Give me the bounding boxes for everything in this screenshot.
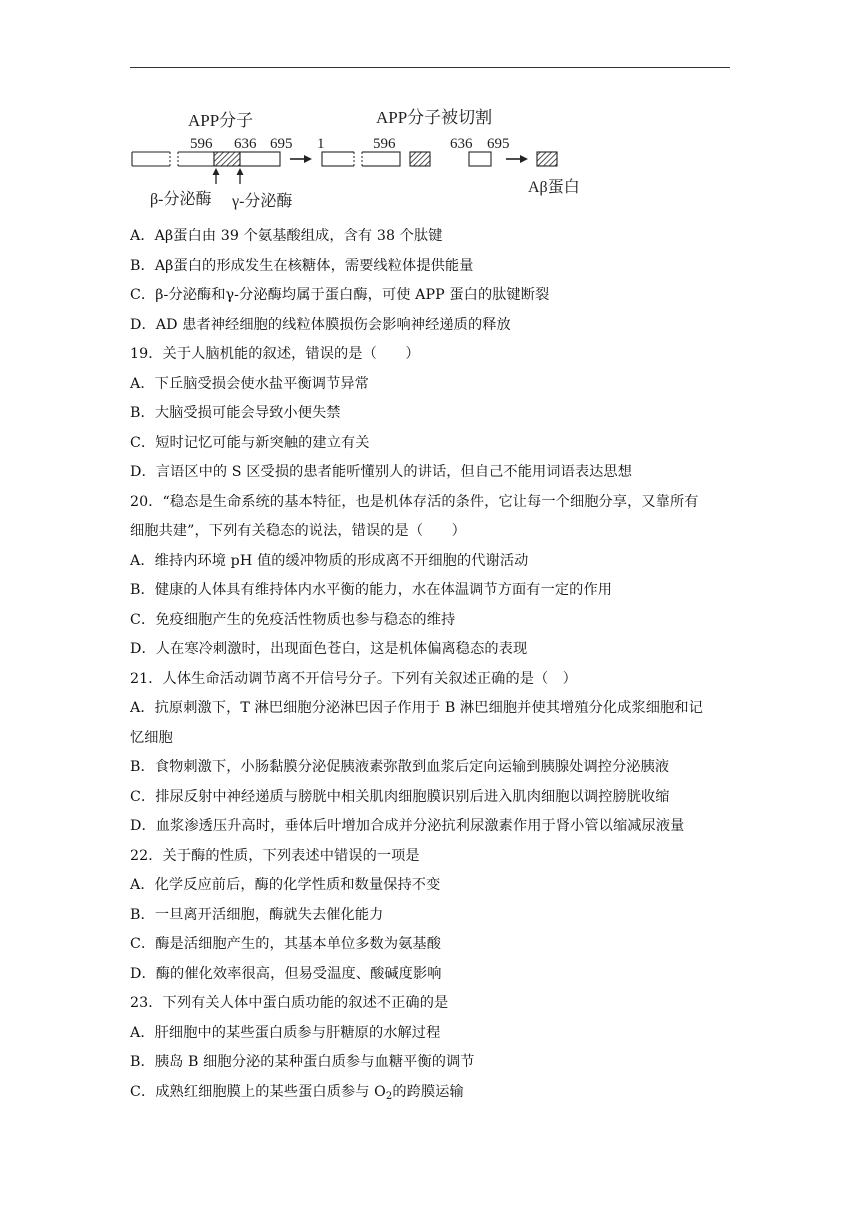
q21-option-c: C．排尿反射中神经递质与膀胱中相关肌肉细胞膜识别后进入肌肉细胞以调控膀胱收缩: [130, 788, 670, 805]
beta-secretase-label: β-分泌酶: [150, 191, 212, 208]
q21-option-a-line2: 忆细胞: [130, 729, 173, 746]
q22-option-c: C．酶是活细胞产生的，其基本单位多数为氨基酸: [130, 936, 441, 952]
up-arrow-icon: [237, 168, 244, 184]
q22-option-a: A．化学反应前后，酶的化学性质和数量保持不变: [130, 877, 441, 893]
pos-695-cut-label: 695: [487, 136, 510, 152]
q23-option-c-pre: C．成熟红细胞膜上的某些蛋白质参与 O: [130, 1083, 386, 1100]
pos-596-label: 596: [190, 136, 213, 152]
q18-option-b: B．Aβ蛋白的形成发生在核糖体，需要线粒体提供能量: [130, 257, 474, 274]
q19-option-d: D．言语区中的 S 区受损的患者能听懂别人的讲话，但自己不能用词语表达思想: [130, 464, 633, 480]
q19-option-c: C．短时记忆可能与新突触的建立有关: [130, 434, 370, 451]
q18-option-c: C．β-分泌酶和γ-分泌酶均属于蛋白酶，可使 APP 蛋白的肽键断裂: [130, 287, 550, 303]
q19-option-a: A．下丘脑受损会使水盐平衡调节异常: [130, 375, 369, 392]
q22-option-b: B．一旦离开活细胞，酶就失去催化能力: [130, 906, 384, 923]
q22-option-d: D．酶的催化效率很高，但易受温度、酸碱度影响: [130, 965, 442, 982]
q21-option-d: D．血浆渗透压升高时，垂体后叶增加合成并分泌抗利尿激素作用于肾小管以缩减尿液量: [130, 818, 685, 834]
q20-stem-line2: 细胞共建”，下列有关稳态的说法，错误的是（ ）: [130, 523, 466, 539]
q20-stem-line1: 20．“稳态是生命系统的基本特征，也是机体存活的条件，它让每一个细胞分享，又靠所有: [130, 493, 699, 510]
q19-stem: 19．关于人脑机能的叙述，错误的是（ ）: [130, 346, 420, 362]
fragment-1-596: [322, 150, 400, 168]
q23-stem: 23．下列有关人体中蛋白质功能的叙述不正确的是: [130, 995, 449, 1011]
q19-option-b: B．大脑受损可能会导致小便失禁: [130, 405, 341, 421]
q20-option-a: A．维持内环境 pH 值的缓冲物质的形成离不开细胞的代谢活动: [130, 552, 529, 569]
q23-option-c: [130, 1078, 740, 1108]
q18-option-d: D．AD 患者神经细胞的线粒体膜损伤会影响神经递质的释放: [130, 316, 511, 333]
abeta-protein-label: Aβ蛋白: [528, 179, 580, 196]
q23-option-c-post: 的跨膜运输: [392, 1083, 464, 1100]
app-cleavage-diagram: [128, 100, 598, 210]
pos-636-cut-label: 636: [450, 136, 473, 152]
question-text: [130, 222, 740, 1107]
arrow-icon: [290, 155, 312, 163]
pos-596-cut-label: 596: [373, 136, 396, 152]
pos-636-label: 636: [234, 136, 257, 152]
pos-695-label: 695: [270, 136, 293, 152]
q18-option-a: A．Aβ蛋白由 39 个氨基酸组成，含有 38 个肽键: [130, 228, 443, 244]
gamma-secretase-label: γ-分泌酶: [232, 193, 293, 210]
q23-option-c-subscript: 2: [385, 1090, 393, 1102]
fragment-636-695: [469, 152, 491, 166]
q20-option-d: D．人在寒冷刺激时，出现面色苍白，这是机体偏离稳态的表现: [130, 641, 528, 657]
pos-1-label: 1: [317, 136, 325, 152]
q23-option-a: A．肝细胞中的某些蛋白质参与肝糖原的水解过程: [130, 1024, 441, 1041]
q21-option-a-line1: A．抗原刺激下，T 淋巴细胞分泌淋巴因子作用于 B 淋巴细胞并使其增殖分化成浆细胞和记: [130, 700, 703, 716]
app-full-molecule: [132, 150, 280, 168]
header-rule: [130, 67, 730, 68]
q21-option-b: B．食物刺激下，小肠黏膜分泌促胰液素弥散到血浆后定向运输到胰腺处调控分泌胰液: [130, 759, 670, 775]
fragment-596-636: [410, 152, 430, 166]
arrow-icon: [506, 155, 528, 163]
q21-stem: 21．人体生命活动调节离不开信号分子。下列有关叙述正确的是（ ）: [130, 670, 577, 687]
q20-option-c: C．免疫细胞产生的免疫活性物质也参与稳态的维持: [130, 611, 456, 628]
app-cut-label: APP分子被切割: [376, 108, 493, 127]
up-arrow-icon: [213, 168, 220, 184]
q23-option-b: B．胰岛 B 细胞分泌的某种蛋白质参与血糖平衡的调节: [130, 1054, 475, 1070]
app-molecule-label: APP分子: [188, 111, 254, 130]
q20-option-b: B．健康的人体具有维持体内水平衡的能力，水在体温调节方面有一定的作用: [130, 582, 613, 598]
abeta-protein-block: [537, 152, 557, 166]
q22-stem: 22．关于酶的性质，下列表述中错误的一项是: [130, 847, 420, 864]
